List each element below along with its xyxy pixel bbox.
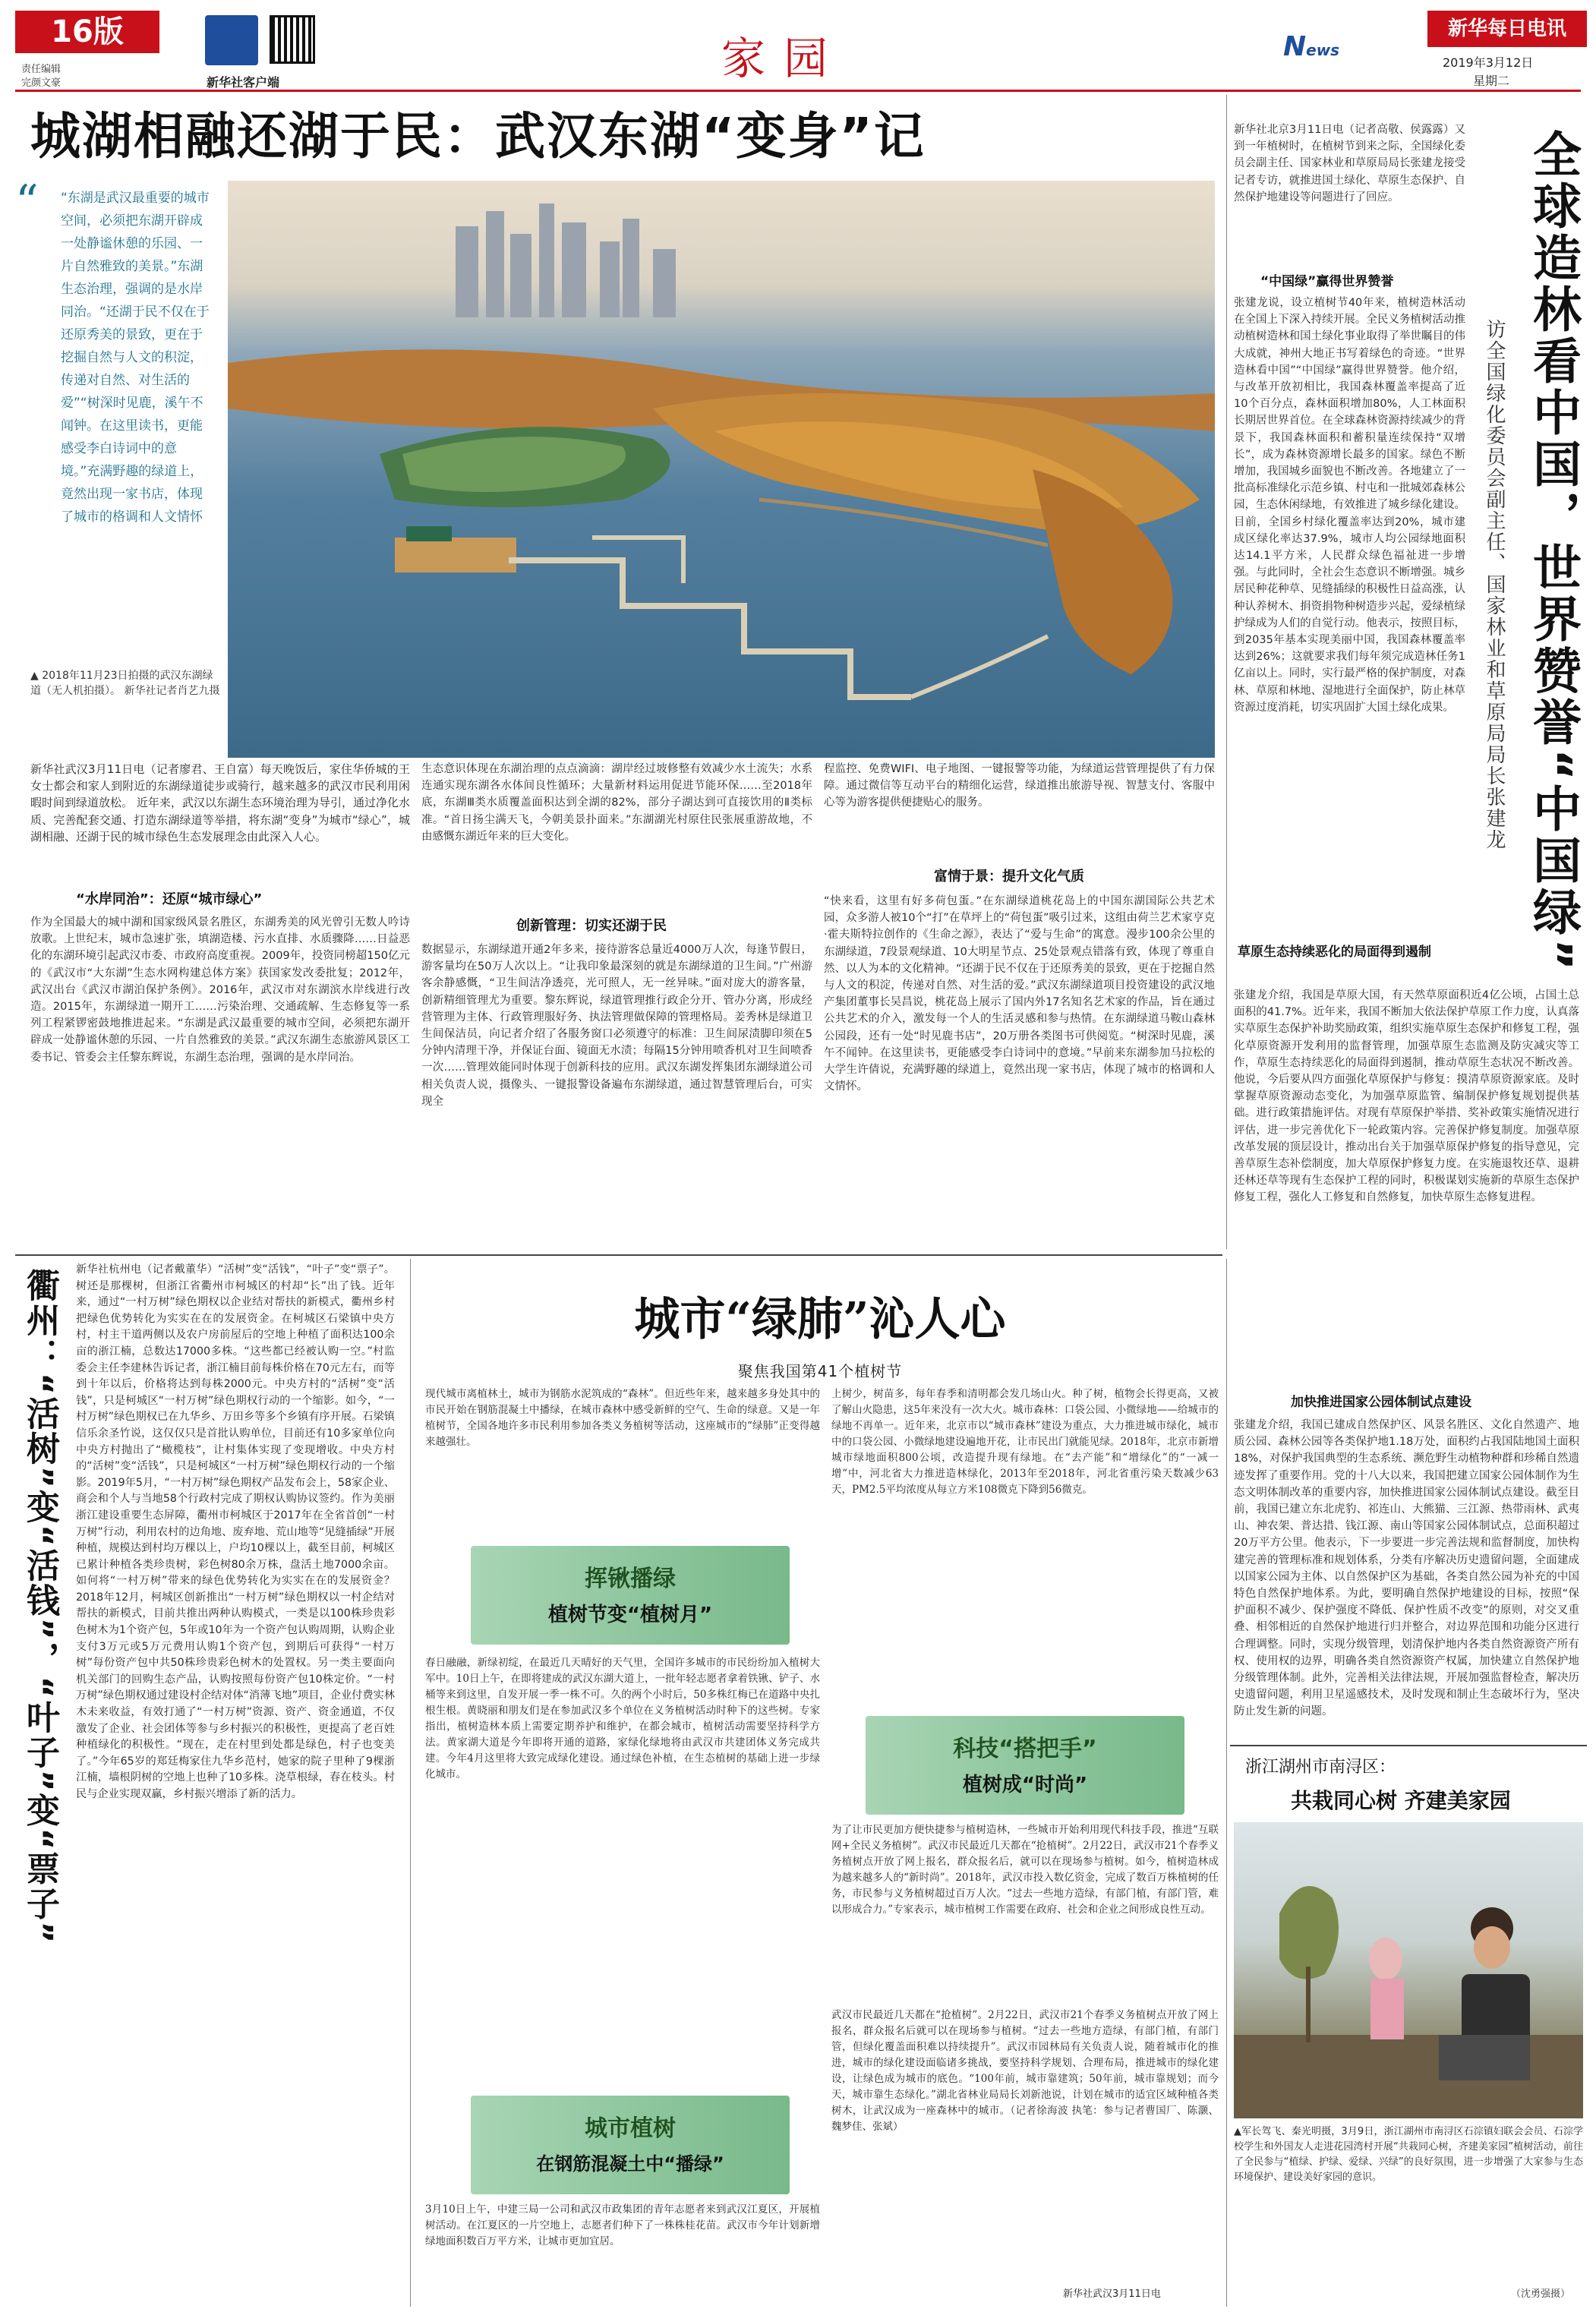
banner-planting [471, 1546, 790, 1645]
east-lake-aerial-photo [228, 181, 1215, 758]
masthead [0, 0, 1596, 91]
quote-mark-icon: “ [15, 175, 39, 229]
pull-quote: “东湖是武汉最重要的城市空间，必须把东湖开辟成一处静谧休憩的乐园、一片自然雅致的美景。”东湖生态治理，强调的是水岸同治。“还湖于民不仅在于还原秀美的景致，更在于挖掘自然与人文的积淀，传递对自然、对生活的爱”“树深时见鹿，溪午不闻钟。在这里读书，更能感受李白诗词中的意境。”充满野趣的绿道上，竟然出现一家书店，体现了城市的格调和人文情怀 [61, 191, 210, 525]
qr-code [270, 15, 315, 64]
banner-urban-planting [471, 2096, 790, 2194]
xinhua-client-label: 新华社客户端 [207, 75, 280, 90]
page-number: 16版 [15, 11, 159, 53]
banner-tech-title: 科技“搭把手” [953, 1736, 1097, 1762]
photo-story-place: 浙江湖州市南浔区： [1245, 1758, 1396, 1777]
proofreader-label: 完颜文豪 [21, 77, 62, 89]
top-story-col2b: 数据显示，东湖绿道开通2年多来，接待游客总量近4000万人次，每逢节假日，游客量均在50万人次以上。“让我印象最深刻的就是东湖绿道的卫生间。”广州游客余静感慨，“卫生间洁净透亮，光可照人，无一丝异味。”面对庞大的游客量，创新精细管理尤为重要。黎东辉说，绿道管理推行政企分开、管办分离，形成经营管理为主体、行政管理服好务、执法管理做保障的管理格局。姜秀林是绿道卫生间保洁员，向记者介绍了各服务窗口必须遵守的标准：卫生间尿渍脚印须在5分钟内清理干净，并保证台面、镜面无水渍；每隔15分钟用喷香机对卫生间喷香一次……管理效能同时体现于创新科技的应用。武汉东湖发挥集团东湖绿道公司相关负责人说，摄像头、一键报警设备遍布东湖绿道，通过智慧管理后台，可实现全 [421, 944, 812, 1108]
banner-planting-title: 挥锹播绿 [585, 1566, 676, 1592]
right-subhead-3: 加快推进国家公园体制试点建设 [1291, 1395, 1471, 1410]
feature-col1-bottom: 3月10日上午，中建三局一公司和武汉市政集团的青年志愿者来到武汉江夏区，开展植树活动。在江夏区的一片空地上，志愿者们种下了一株株桂花苗。武汉市今年计划新增绿地面积数百万平方米，让城市更加宜居。 [425, 2203, 820, 2247]
top-story-col2: 生态意识体现在东湖治理的点点滴滴：湖岸经过坡修整有效减少水土流失；水系连通实现东湖各水体间良性循环；大量新材料运用促进节能环保……至2018年底，东湖Ⅲ类水质覆盖面积达到全湖的82%，部分子湖达到可直接饮用的Ⅱ类标准。“首日扬尘满天飞，今朝美景扑面来。”东湖湖光村原住民张展重游故地，不由感慨东湖近年来的巨大变化。 [421, 763, 812, 843]
quzhou-headline: 衢州：“活树”变“活钱”，“叶子”变“票子” [21, 1268, 59, 1945]
banner-tech-subtitle: 植树成“时尚” [962, 1774, 1088, 1796]
quzhou-text: 新华社杭州电（记者戴董华）“活树”变“活钱”，“叶子”变“票子”。树还是那棵树，但浙江省衢州市柯城区的村却“长”出了钱。近年来，通过“一村万树”绿色期权以企业结对帮扶的新模式，衢州乡村把绿色优势转化为实实在在的发展资金。在柯城区石梁镇中央方村，村主干道两侧以及农户房前屋后的空地上种植了面积达100余亩的浙江楠，总数达17000多株。“这些都已经被认购一空。”村监委会主任李建林告诉记者，浙江楠目前每株价格在70元左右，而等到十年以后，价格将达到每株2000元。中央方村的“活树”变“活钱”，只是柯城区“一村万树”绿色期权行动的一个缩影。如今，“一村万树”绿色期权已在九华乡、万田乡等多个乡镇有序开展。石梁镇信乐余圣竹说，这仅仅只是首批认购单位，目前还有10多家单位向中央方村抛出了“橄榄枝”，让村集体实现了变现增收。中央方村的“活树”变“活钱”，只是柯城区“一村万树”绿色期权行动的一个缩影。2019年5月，“一村万树”绿色期权产品发布会上，58家企业、商会和个人与当地58个行政村完成了期权认购协议签约。作为美丽浙江建设重要生态屏障，衢州市柯城区于2017年在全省首创“一村万树”行动，利用农村的边角地、废弃地、荒山地等“见缝插绿”开展种植，规模达到村均万棵以上，户均10棵以上，截至目前，柯城区已累计种植各类珍贵树，彩色树80余万株，盘活土地7000余亩。如何将“一村万树”带来的绿色优势转化为实实在在的发展资金？2018年12月，柯城区创新推出“一村万树”绿色期权以一村企结对帮扶的新模式，目前共推出两种认购模式，一类是以100株珍贵彩色树木为1个资产包，5年或10年为一个资产包认购周期，认购企业支付3万元或5万元费用认购1个资产包，到期后可获得“一村万树”每份资产包中共50株珍贵彩色树木的处置权。另一类主要面向机关部门的回购生态产品，认购按照每份资产包10株定价。“一村万树”绿色期权通过建设村企结对体“消薄飞地”项目，企业付费实林木未来收益，有效打通了“一村万树”资源、资产、资金通道，不仅激发了企业、社会团体等参与乡村振兴的积极性，更提高了老百姓种植绿化的积极性。“现在，走在村里到处都是绿色，村子也变美了。”今年65岁的郑廷梅家住九华乡范村，她家的院子里种了9棵浙江楠，墙根阴树的空地上也种了10多株。浇草根绿，春在枝头。村民与企业实现双赢，乡村振兴增添了新的活力。 [76, 1263, 395, 1800]
divider-left [410, 1259, 411, 2307]
right-story-subtitle: 访全国绿化委员会副主任、国家林业和草原局局长张建龙 [1483, 319, 1506, 850]
banner-urban-title: 城市植树 [585, 2115, 676, 2142]
header-rule [15, 90, 1581, 92]
top-story-col3: 程监控、免费WIFI、电子地图、一键报警等功能，为绿道运营管理提供了有力保障。通过微信等互动平台的精细化运营，绿道推出旅游导视、智慧支付、客服中心等为游客提供便捷贴心的服务。 [824, 763, 1215, 809]
feature-col1-text: 春日融融，新绿初绽，在最近几天晴好的天气里，全国许多城市的市民纷纷加入植树大军中。10日上午，在即将建成的武汉东湖大道上，一批年轻志愿者拿着铁锹、铲子、水桶等来到这里，自发开展一季一株不可。久的两个小时后，50多株红梅已在道路中央扎根生根。黄晓丽和朋友们是在参加武汉多个单位在义务植树活动时种下的这些树。专家指出，植树造林本质上需要定期养护和维护，在都会城市，植树活动需要坚持科学方法。黄家湖大道是今年即将开通的道路，家绿化绿地将由武汉市共建团体义务完成共建。今年4月这里将大致完成绿化建设。通过绿色补植，在生态植树的基础上进一步绿化城市。 [425, 1657, 820, 1781]
right-story-text3: 张建龙介绍，我国已建成自然保护区、风景名胜区、文化自然遗产、地质公园、森林公园等各类保护地1.18万处，面积约占我国陆地国土面积18%，对保护我国典型的生态系统、濒危野生动植物种群和珍稀自然遗迹发挥了重要作用。党的十八大以来，我国把建立国家公园体制作为生态文明体制改革的重要内容，加快推进国家公园体制试点建设。截至目前，我国已建立东北虎豹、祁连山、大熊猫、三江源、热带雨林、武夷山、神农架、普达措、钱江源、南山等国家公园体制试点，总面积超过20万平方公里。他表示，下一步要进一步完善法规和监督制度，加快构建完善的管理标准和规划体系，分类有序解决历史遗留问题，全面建成以国家公园为主体、以自然保护区为基础，各类自然公园为补充的中国特色自然保护地体系。为此，要明确自然保护地建设的目标，按照“保护面积不减少、保护强度不降低、保护性质不改变”的原则，对交叉重叠、相邻相近的自然保护地进行归并整合，对边界范围和功能分区进行合理调整。同时，实现分级管理，划清保护地内各类自然资源资产所有权、使用权的边界，明确各类自然资源资产权属，加快建立自然保护地分级管理体制。此外，完善相关法律法规，开展加强监督检查，解决历史遗留问题，利用卫星遥感技术，及时发现和制止生态破坏行为，坚决防止发生新的问题。 [1234, 1419, 1579, 1718]
feature-headline: 城市“绿肺”沁人心 [634, 1293, 1006, 1346]
editor-label: 责任编辑 [21, 64, 62, 75]
top-story-col1: 作为全国最大的城中湖和国家级风景名胜区，东湖秀美的风光曾引无数人吟诗放歌。上世纪末，城市急速扩张，填湖造楼、污水直排、水质骤降……日益恶化的东湖环境引起武汉市委、市政府高度重视。2009年，投资同榜超150亿元的《武汉市“大东湖”生态水网构建总体方案》获国家发改委批复；2012年，武汉出台《武汉市湖泊保护条例》。2016年，武汉市对东湖滨水岸线进行改造。2015年，东湖绿道一期开工……污染治理、交通疏解、生态修复等一系列工程紧锣密鼓地推进起来。“东湖是武汉最重要的城市空间，必须把东湖开辟成一处静谧休憩的乐园、一片自然雅致的美景。”武汉东湖生态旅游风景区工委书记、管委会主任黎东辉说，东湖生态治理，强调的是水岸同治。 [30, 916, 410, 1064]
divider-mid [15, 1254, 1222, 1256]
feature-subtitle: 聚焦我国第41个植树节 [737, 1362, 903, 1380]
banner-planting-subtitle: 植树节变“植树月” [547, 1604, 713, 1626]
top-story-headline: 城湖相融还湖于民：武汉东湖“变身”记 [30, 107, 926, 166]
feature-col2-text: 上树少，树苗多，每年春季和清明都会发几场山火。种了树，植物会长得更高，又被了解山火隐患，这5年来没有一次大火。城市森林：口袋公园、小微绿地——给城市的绿地不再单一。近年来，北京市以“城市森林”建设为重点，大力推进城市绿化，城市中的口袋公园、小微绿地建设遍地开花，让市民出门就能见绿。2018年，北京市新增城市绿地面积800公顷，改造提升现有绿地。在“去产能”和“增绿化”的“一减一增”中，河北省大力推进造林绿化，2013年至2018年，河北省重污染天数减少63天，PM2.5平均浓度从每立方米108微克下降到56微克。 [831, 1388, 1219, 1496]
issue-weekday: 星期二 [1473, 74, 1510, 88]
photo-story-credit: （沈勇强摄） [1511, 2288, 1571, 2300]
feature-intro: 现代城市离植林土，城市为钢筋水泥筑成的“森林”。但近些年来，越来越多身处其中的市民开始在钢筋混凝土中播绿，在城市森林中感受新鲜的空气、生命的绿意。又是一年植树节，全国各地许多市民利用参加各类义务植树等活动，这座城市的“绿肺”正变得越来越强壮。 [425, 1388, 820, 1448]
feature-dateline: 新华社武汉3月11日电 [1063, 2288, 1161, 2300]
photo-story-headline: 共栽同心树 齐建美家园 [1291, 1788, 1511, 1813]
banner-tech [866, 1716, 1184, 1815]
brand-badge: 新华每日电讯 [1427, 11, 1587, 47]
planting-scene [1234, 1822, 1583, 2118]
right-story-headline: 全球造林看中国，世界赞誉“中国绿” [1525, 129, 1581, 974]
subhead-culture: 富情于景：提升文化气质 [934, 869, 1084, 885]
right-story-text1: 张建龙说，设立植树节40年来，植树造林活动在全国上下深入持续开展。全民义务植树活动推动植树造林和国土绿化事业取得了举世瞩目的伟大成就，神州大地正书写着绿色的奇迹。“世界造林看中国”“中国绿”赢得世界赞誉。他介绍，与改革开放初相比，我国森林覆盖率提高了近10个百分点，森林面积增加80%，人工林面积长期居世界首位。在全球森林资源持续减少的背景下，我国森林面积和蓄积量连续保持“双增长”，成为森林资源增长最多的国家。绿色不断增加，我国城乡面貌也不断改善。各地建立了一批高标准绿化示范乡镇、村屯和一批城郊森林公园，生态休闲绿地，有效推进了城乡绿化建设。目前，全国乡村绿化覆盖率达到20%，城市建成区绿化率达37.9%，城市人均公园绿地面积达14.1平方米，人民群众绿色福祉进一步增强。与此同时，全社会生态意识不断增强。城乡居民种花种草、见缝插绿的积极性日益高涨，认种认养树木、捐资捐物种树造步兴起，爱绿植绿护绿成为人们的自觉行动。他表示，按照目标，到2035年基本实现美丽中国，我国森林覆盖率达到26%；这就要求我们每年须完成造林任务1亿亩以上。同时，实行最严格的保护制度，对森林、草原和林地、湿地进行全面保护，防止林草资源过度消耗，切实巩固扩大国土绿化成果。 [1234, 297, 1465, 714]
xinhua-logo [205, 15, 258, 65]
tree-planting-photo [1234, 1822, 1583, 2118]
photo-story-caption: ▲军长驾飞、秦光明摄，3月9日，浙江湖州市南浔区石淙镇妇联会会员、石淙学校学生和外国友人走进花园湾村开展“共栽同心树，齐建美家园”植树活动，前往了全民参与“植绿、护绿、爱绿、兴绿”的良好氛围，进一步增强了大家参与生态环境保护、建设美好家园的意识。 [1234, 2126, 1583, 2183]
subhead-water-shore: “水岸同治”：还原“城市绿心” [76, 891, 263, 907]
lake-illustration [228, 181, 1215, 758]
right-subhead-1: “中国绿”赢得世界赞誉 [1260, 274, 1394, 289]
subhead-innovation: 创新管理：切实还湖于民 [516, 918, 667, 934]
top-story-lede: 新华社武汉3月11日电（记者廖君、王自富）每天晚饭后，家住华侨城的王女士都会和家人到附近的东湖绿道徒步或骑行，越来越多的武汉市民利用闲暇时间到绿道放松。 近年来，武汉以东湖生态环境治理为导引，通过净化水质、完善配套交通、打造东湖绿道等举措，将东湖“变身”为城市“绿心”，城湖相融、还湖于民的城市绿色生态发展理念由此深入人心。 [30, 762, 410, 844]
feature-col2-bottom: 武汉市民最近几天都在“抢植树”。2月22日，武汉市21个春季义务植树点开放了网上报名，群众报名后就可以在现场参与植树。“过去一些地方造绿，有部门植，有部门管，但绿化覆盖面积难以持续提升”。武汉市园林局有关负责人说，随着城市化的推进，城市的绿化建设面临诸多挑战，要坚持科学规划、合理布局，推进城市的绿化建设，让绿色成为城市的底色。“100年前，城市靠建筑；50年前，城市靠规划；而今天，城市靠生态绿化。”湖北省林业局局长刘新池说，计划在城市的适宜区域种植各类树木，让武汉成为一座森林中的城市。（记者徐海波 执笔：参与记者曹国厂、陈灏、魏梦佳、张斌） [831, 2009, 1219, 2133]
news-logo: News [1283, 31, 1340, 62]
divider-right [1226, 1259, 1227, 2307]
top-story-col3b: “快来看，这里有好多荷包蛋。”在东湖绿道桃花岛上的中国东湖国际公共艺术园，众多游人被10个“打”在草坪上的“荷包蛋”吸引过来，这组由荷兰艺术家亨克·霍夫斯特拉创作的《生命之源》，表达了“爱与生命”的寓意。漫步100余公里的东湖绿道，7段景观绿道、10大明星节点、25处景观点错落有致，体现了尊重自然、以人为本的文化精神。“还湖于民不仅在于还原秀美的景致，更在于挖掘自然与人文的积淀，传递对自然、对生活的爱。”武汉东湖绿道项目投资建设的武汉地产集团董事长吴昌说，桃花岛上展示了国内外17名知名艺术家的作品，旨在通过公共艺术的介入，激发每一个人的生活灵感和参与热情。在东湖绿道马鞍山森林公园段，还有一处“时见鹿书店”，20万册各类图书可供阅览。“树深时见鹿，溪午不闻钟。在这里读书，更能感受李白诗词中的意境。”早前来东湖参加马拉松的大学生许倩说，充满野趣的绿道上，竟然出现一家书店，体现了城市的格调和人文情怀。 [824, 895, 1215, 1093]
section-title: 家园 [721, 33, 847, 84]
photo-caption: ▲ 2018年11月23日拍摄的武汉东湖绿道（无人机拍摄）。 新华社记者肖艺九摄 [30, 670, 220, 697]
feature-col2-lower: 为了让市民更加方便快捷参与植树造林，一些城市开始利用现代科技手段，推进“互联网+全民义务植树”。武汉市民最近几天都在“抢植树”。2月22日，武汉市21个春季义务植树点开放了网上报名，群众报名后，就可以在现场参与植树。如今，植树造林成为越来越多人的“新时尚”。2018年，武汉市投入数亿资金，完成了数百万株植树的任务，市民参与义务植树超过百万人次。“过去一些地方造绿，有部门植，有部门管，难以形成合力。”专家表示，城市植树工作需要在政府、社会和企业之间形成良性互动。 [831, 1824, 1219, 1916]
divider-right-bottom [1230, 1745, 1587, 1746]
right-story-text2: 张建龙介绍，我国是草原大国，有天然草原面积近4亿公顷，占国土总面积的41.7%。近年来，我国不断加大依法保护草原工作力度，认真落实草原生态保护补助奖励政策，组织实施草原生态保护和修复工程，强化草原资源开发利用的监督管理，加强草原生态监测及防灾减灾等工作，草原生态持续恶化的局面得到遏制，推动草原生态状况不断改善。他说，今后要从四方面强化草原保护与修复：摸清草原资源家底。及时掌握草原资源动态变化，为加强草原监管、编制保护修复规划提供基础。进行政策措施评估。对现有草原保护举措、奖补政策实施情况进行评估，进一步完善优化下一轮政策内容。完善保护修复制度。加强草原改革发展的顶层设计，推动出台关于加强草原保护修复的指导意见，完善草原生态补偿制度，加大草原保护修复力度。在实施退牧还草、退耕还林还草等现有生态保护工程的同时，积极谋划实施新的草原生态保护修复工程，强化人工修复和自然修复，加快草原生态修复进程。 [1234, 989, 1579, 1204]
issue-date: 2019年3月12日 [1443, 55, 1534, 70]
right-subhead-2: 草原生态持续恶化的局面得到遏制 [1238, 945, 1431, 960]
right-story-lede: 新华社北京3月11日电（记者高敬、侯露露）又到一年植树时，在植树节到来之际，全国绿化委员会副主任、国家林业和草原局局长张建龙接受记者专访，就推进国土绿化、草原生态保护、自然保护地建设等问题进行了回应。 [1234, 124, 1465, 203]
divider-top-right [1226, 95, 1227, 1249]
banner-urban-subtitle: 在钢筋混凝土中“播绿” [536, 2153, 724, 2175]
